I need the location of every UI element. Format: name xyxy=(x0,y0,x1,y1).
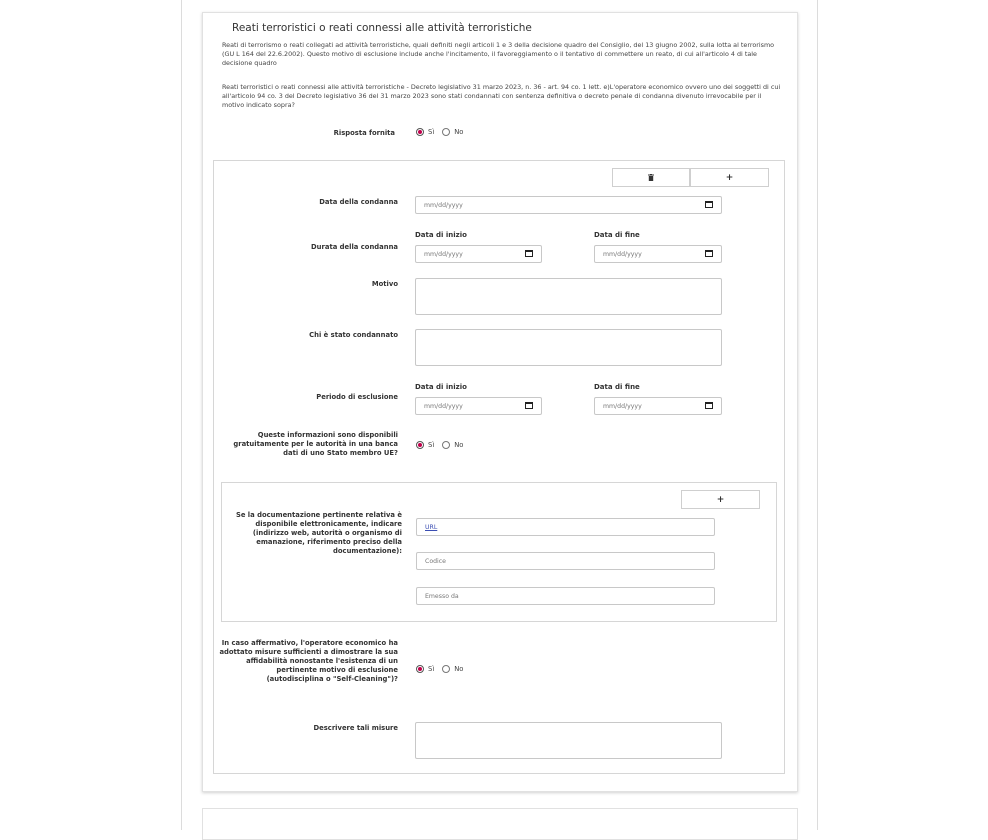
descrivere-label: Descrivere tali misure xyxy=(313,724,398,732)
self-cleaning-yes-radio[interactable] xyxy=(416,665,424,673)
calendar-icon[interactable] xyxy=(525,250,533,257)
section-description: Reati di terrorismo o reati collegati ad attività terroristiche, quali definiti negli articoli 1 e 3 della decisione quadro del Consiglio, del 13 giugno 2002, sulla lotta al terrorismo (GU L 164 del 22.6.2002). Questo motivo di esclusione include anche l'incitamento, il favoreggiamento o il tentativo di commettere un reato, di cui all'articolo 4 di tale decisione quadro xyxy=(222,41,775,67)
self-cleaning-no-label: No xyxy=(454,665,464,673)
calendar-icon[interactable] xyxy=(705,250,713,257)
documentazione-label: Se la documentazione pertinente relativa è disponibile elettronicamente, indicare (indirizzo web, autorità o organismo di emanazione, riferimento preciso della documentazione): xyxy=(235,511,402,555)
descrivere-textarea[interactable] xyxy=(415,722,722,759)
data-condanna-input[interactable] xyxy=(415,196,722,214)
date-placeholder: mm/dd/yyyy xyxy=(424,250,463,258)
self-cleaning-yes-label: Sì xyxy=(428,665,435,673)
next-criterion-card xyxy=(202,808,798,840)
delete-button[interactable] xyxy=(612,168,690,187)
motivo-textarea[interactable] xyxy=(415,278,722,315)
trash-icon xyxy=(648,174,654,181)
durata-condanna-label: Durata della condanna xyxy=(311,243,398,251)
answer-yes-radio[interactable] xyxy=(416,128,424,136)
disponibili-yes-radio[interactable] xyxy=(416,441,424,449)
answer-no-label: No xyxy=(454,128,464,136)
emesso-da-input[interactable] xyxy=(416,587,715,605)
disponibili-no-radio[interactable] xyxy=(442,441,450,449)
section-question: Reati terroristici o reati connessi alle attività terroristiche - Decreto legislativo 31 marzo 2023, n. 36 - art. 94 co. 1 lett. e)L'operatore economico ovvero uno dei soggetti di cui all'articolo 94 co. 3 del Decreto legislativo 36 del 31 marzo 2023 sono stati condannati con sentenza definitiva o decreto penale di condanna divenuto irrevocabile per il motivo indicato sopra? xyxy=(222,83,781,109)
periodo-inizio-input[interactable] xyxy=(415,397,542,415)
self-cleaning-radio-group xyxy=(416,665,471,673)
data-condanna-label: Data della condanna xyxy=(319,198,398,206)
add-conviction-button[interactable]: + xyxy=(690,168,769,187)
periodo-fine-input[interactable] xyxy=(594,397,722,415)
url-input[interactable] xyxy=(416,518,715,536)
date-placeholder: mm/dd/yyyy xyxy=(424,201,463,209)
durata-fine-label: Data di fine xyxy=(594,231,640,239)
disponibili-yes-label: Sì xyxy=(428,441,435,449)
section-title: Reati terroristici o reati connessi alle attività terroristiche xyxy=(232,22,532,34)
durata-inizio-input[interactable] xyxy=(415,245,542,263)
url-placeholder: URL xyxy=(425,523,438,531)
calendar-icon[interactable] xyxy=(525,402,533,409)
answer-label: Risposta fornita xyxy=(333,129,395,137)
answer-yes-label: Sì xyxy=(428,128,435,136)
date-placeholder: mm/dd/yyyy xyxy=(603,250,642,258)
chi-condannato-label: Chi è stato condannato xyxy=(309,331,398,339)
calendar-icon[interactable] xyxy=(705,402,713,409)
date-placeholder: mm/dd/yyyy xyxy=(603,402,642,410)
motivo-label: Motivo xyxy=(371,280,398,288)
codice-placeholder: Codice xyxy=(425,557,446,565)
disponibili-label: Queste informazioni sono disponibili gratuitamente per le autorità in una banca dati di uno Stato membro UE? xyxy=(233,431,398,457)
answer-no-radio[interactable] xyxy=(442,128,450,136)
disponibili-no-label: No xyxy=(454,441,464,449)
durata-inizio-label: Data di inizio xyxy=(415,231,467,239)
codice-input[interactable] xyxy=(416,552,715,570)
emesso-da-placeholder: Emesso da xyxy=(425,592,459,600)
disponibili-radio-group xyxy=(416,441,471,449)
date-placeholder: mm/dd/yyyy xyxy=(424,402,463,410)
periodo-inizio-label: Data di inizio xyxy=(415,383,467,391)
periodo-esclusione-label: Periodo di esclusione xyxy=(316,393,398,401)
periodo-fine-label: Data di fine xyxy=(594,383,640,391)
calendar-icon[interactable] xyxy=(705,201,713,208)
self-cleaning-label: In caso affermativo, l'operatore economico ha adottato misure sufficienti a dimostrare la sua affidabilità nonostante l'esistenza di un pertinente motivo di esclusione (autodisciplina o "Self-Cleaning")? xyxy=(219,639,398,683)
answer-radio-group xyxy=(416,128,471,136)
durata-fine-input[interactable] xyxy=(594,245,722,263)
self-cleaning-no-radio[interactable] xyxy=(442,665,450,673)
chi-condannato-textarea[interactable] xyxy=(415,329,722,366)
add-documentation-button[interactable]: + xyxy=(681,490,760,509)
